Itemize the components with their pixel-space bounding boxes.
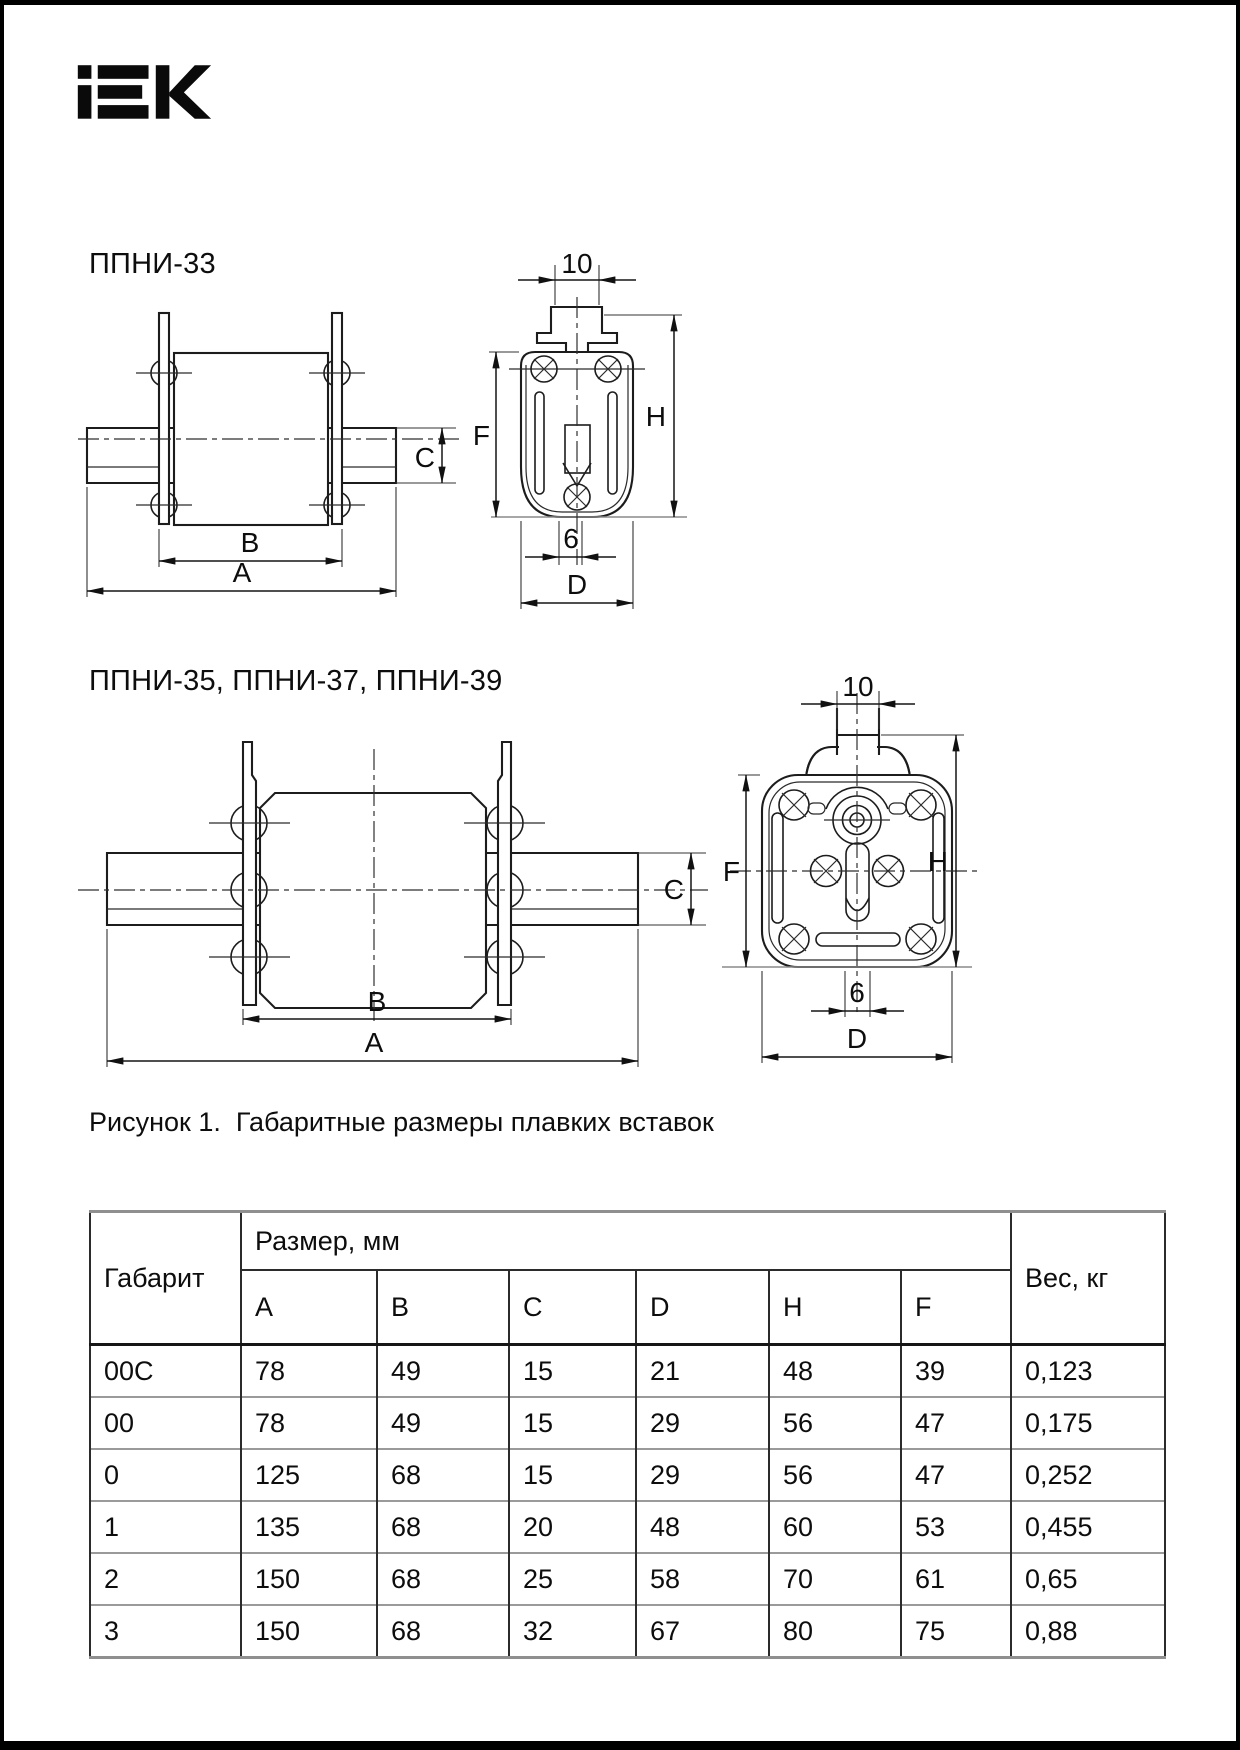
table-cell: 150 [241,1605,377,1658]
table-cell: 15 [509,1449,636,1501]
table-cell: 56 [769,1449,901,1501]
table-cell: 68 [377,1449,509,1501]
table-cell: 0,252 [1011,1449,1165,1501]
table-cell: 150 [241,1553,377,1605]
table-cell: 00 [90,1397,241,1449]
table-cell: 47 [901,1449,1011,1501]
dim-label-c: C [414,442,435,473]
table-cell: 78 [241,1345,377,1398]
figure-caption: Рисунок 1. Габаритные размеры плавких вставок [89,1107,714,1137]
header-size: Габарит [90,1212,241,1345]
ppni-33-front-view [78,313,460,597]
table-cell: 48 [636,1501,769,1553]
dim-label-f: F [722,856,740,887]
table-row [90,1397,1165,1449]
dim-label-f: F [472,420,490,451]
col-d: D [636,1270,769,1345]
table-row [90,1553,1165,1605]
dim-label-h: H [645,401,666,432]
table-cell: 0,88 [1011,1605,1165,1658]
table-cell: 125 [241,1449,377,1501]
table-cell: 53 [901,1501,1011,1553]
table-cell: 15 [509,1345,636,1398]
ppni-35-front-view [78,742,708,1067]
col-h: H [769,1270,901,1345]
table-cell: 80 [769,1605,901,1658]
table-cell: 0,175 [1011,1397,1165,1449]
table-cell: 56 [769,1397,901,1449]
table-cell: 68 [377,1501,509,1553]
table-cell: 0,123 [1011,1345,1165,1398]
col-a: A [241,1270,377,1345]
ppni-33-drawing [64,245,724,625]
dim-label-d: D [566,569,588,600]
iek-logo-glyphs [78,65,211,118]
table-cell: 70 [769,1553,901,1605]
table-cell: 0 [90,1449,241,1501]
table-cell: 68 [377,1553,509,1605]
dim-label-b: B [240,527,260,558]
table-cell: 39 [901,1345,1011,1398]
header-weight: Вес, кг [1011,1212,1165,1345]
table-cell: 0,455 [1011,1501,1165,1553]
header-dims: Размер, мм [241,1212,1011,1271]
table-cell: 68 [377,1605,509,1658]
table-cell: 32 [509,1605,636,1658]
table-cell: 49 [377,1345,509,1398]
dim-label-h: H [927,846,948,877]
table-cell: 25 [509,1553,636,1605]
table-subheader-row [90,1270,1165,1345]
iek-logo [76,60,212,123]
table-cell: 29 [636,1397,769,1449]
table-cell: 67 [636,1605,769,1658]
dim-label-c: C [663,874,684,905]
table-cell: 61 [901,1553,1011,1605]
table-cell: 1 [90,1501,241,1553]
table-row [90,1501,1165,1553]
dim-label-10: 10 [561,248,593,279]
table-cell: 15 [509,1397,636,1449]
table-cell: 2 [90,1553,241,1605]
drawing1-title: ППНИ-33 [89,248,216,280]
table-cell: 58 [636,1553,769,1605]
table-header-row [90,1212,1165,1271]
dim-label-6: 6 [563,523,579,554]
table-cell: 20 [509,1501,636,1553]
col-c: C [509,1270,636,1345]
table-row [90,1345,1165,1398]
col-b: B [377,1270,509,1345]
table-cell: 78 [241,1397,377,1449]
table-cell: 49 [377,1397,509,1449]
dim-label-d: D [846,1023,868,1054]
dim-label-a: A [364,1027,384,1058]
dim-label-b: B [367,986,387,1017]
dim-label-10: 10 [842,671,874,702]
dim-label-6: 6 [849,977,865,1008]
table-row [90,1449,1165,1501]
ppni-33-side-view [473,248,687,609]
table-row [90,1605,1165,1658]
table-cell: 75 [901,1605,1011,1658]
table-cell: 135 [241,1501,377,1553]
dim-label-a: A [232,557,252,588]
ppni-35-side-view [722,671,980,1063]
dimensions-table [89,1210,1166,1659]
table-cell: 0,65 [1011,1553,1165,1605]
table-cell: 3 [90,1605,241,1658]
col-f: F [901,1270,1011,1345]
drawing2-title: ППНИ-35, ППНИ-37, ППНИ-39 [89,665,503,697]
table-cell: 21 [636,1345,769,1398]
table-cell: 29 [636,1449,769,1501]
table-cell: 00C [90,1345,241,1398]
table-cell: 47 [901,1397,1011,1449]
table-cell: 60 [769,1501,901,1553]
table-cell: 48 [769,1345,901,1398]
ppni-35-37-39-drawing [64,645,984,1075]
